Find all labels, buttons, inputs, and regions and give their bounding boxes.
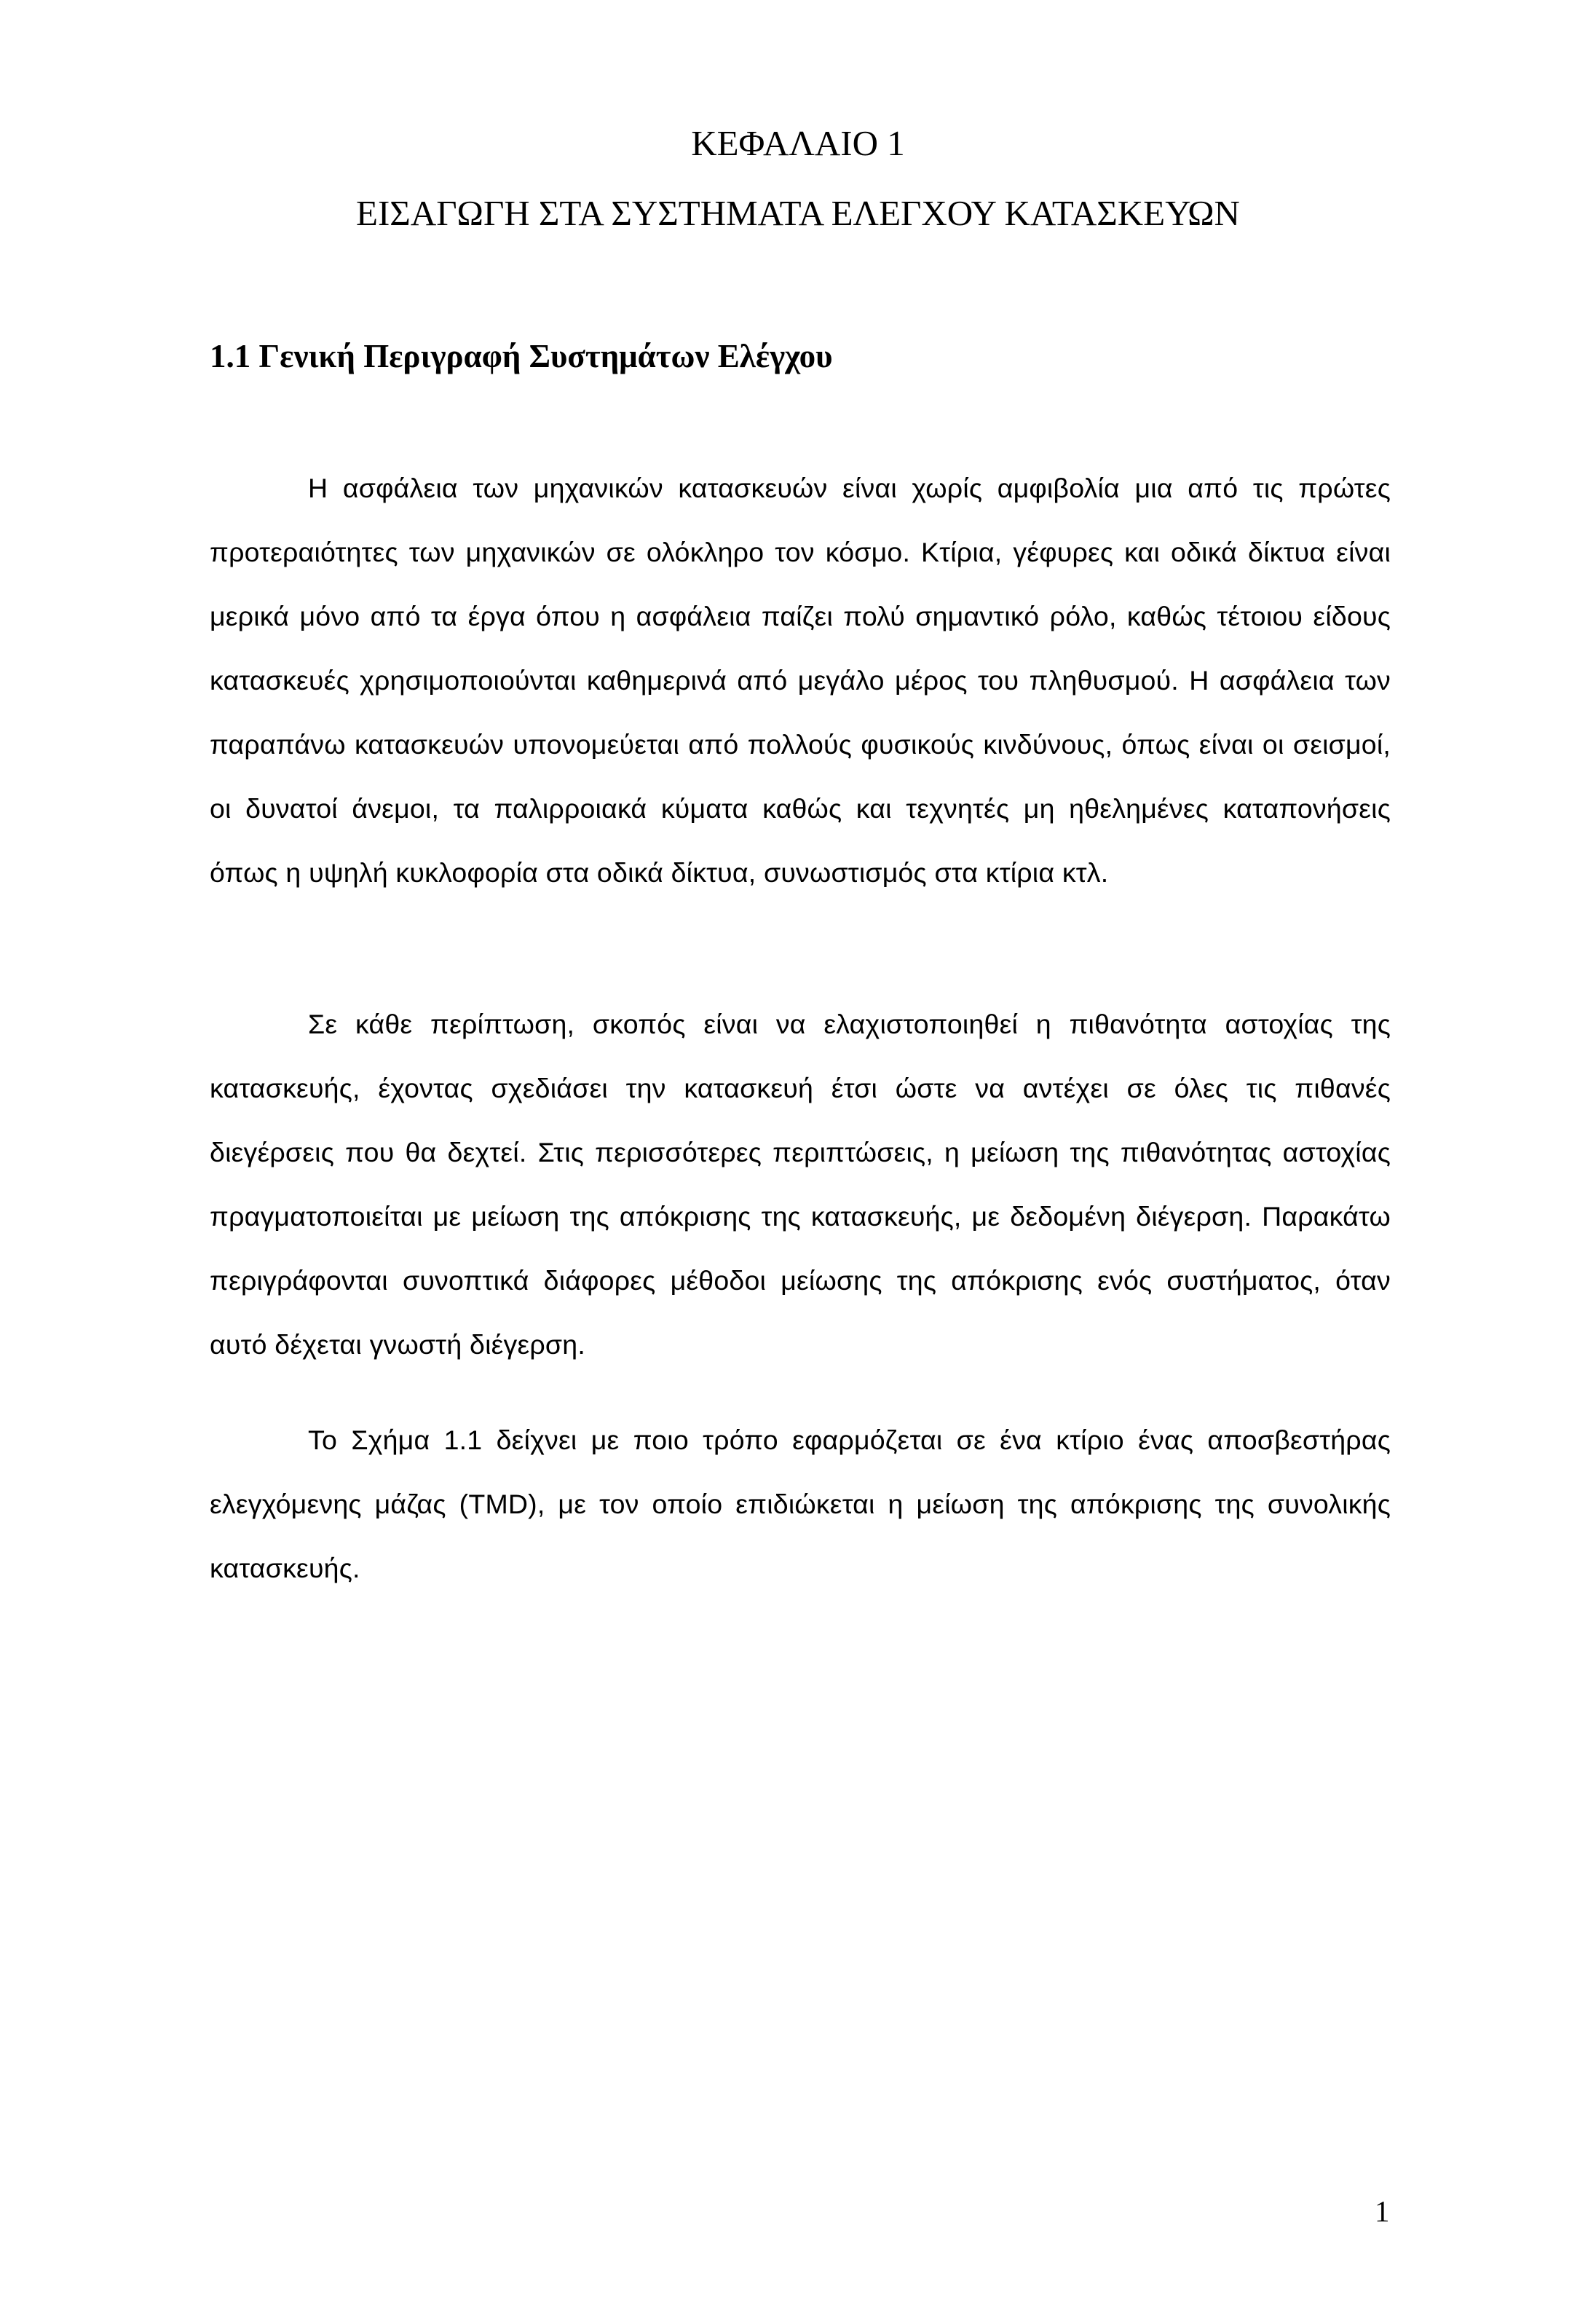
paragraph-2: Σε κάθε περίπτωση, σκοπός είναι να ελαχιστοποιηθεί η πιθανότητα αστοχίας της κατασκευής, έχοντας σχεδιάσει την κατασκευή έτσι ώστε να αντέχει σε όλες τις πιθανές διεγέρσεις που θα δεχτεί. Στις περισσότερες περιπτώσεις, η μείωση της πιθανότητας αστοχίας πραγματοποιείται με μείωση της απόκρισης της κατασκευής, με δεδομένη διέγερση. Παρακάτω περιγράφονται συνοπτικά διάφορες μέθοδοι μείωσης της απόκρισης ενός συστήματος, όταν αυτό δέχεται γνωστή διέγερση. (210, 1009, 1391, 1360)
section-heading: 1.1 Γενική Περιγραφή Συστημάτων Ελέγχου (210, 338, 833, 374)
paragraph-3: Το Σχήμα 1.1 δείχνει με ποιο τρόπο εφαρμόζεται σε ένα κτίριο ένας αποσβεστήρας ελεγχόμενης μάζας (TMD), με τον οποίο επιδιώκεται η μείωση της απόκρισης της συνολικής κατασκευής. (210, 1425, 1391, 1583)
chapter-title: ΕΙΣΑΓΩΓΗ ΣΤΑ ΣΥΣΤΗΜΑΤΑ ΕΛΕΓΧΟΥ ΚΑΤΑΣΚΕΥΩΝ (356, 193, 1240, 233)
chapter-number: ΚΕΦΑΛΑΙΟ 1 (691, 123, 905, 163)
paragraph-1: Η ασφάλεια των μηχανικών κατασκευών είναι χωρίς αμφιβολία μια από τις πρώτες προτεραιότητες των μηχανικών σε ολόκληρο τον κόσμο. Κτίρια, γέφυρες και οδικά δίκτυα είναι μερικά μόνο από τα έργα όπου η ασφάλεια παίζει πολύ σημαντικό ρόλο, καθώς τέτοιου είδους κατασκευές χρησιμοποιούνται καθημερινά από μεγάλο μέρος του πληθυσμού. Η ασφάλεια των παραπάνω κατασκευών υπονομεύεται από πολλούς φυσικούς κινδύνους, όπως είναι οι σεισμοί, οι δυνατοί άνεμοι, τα παλιρροιακά κύματα καθώς και τεχνητές μη ηθελημένες καταπονήσεις όπως η υψηλή κυκλοφορία στα οδικά δίκτυα, συνωστισμός στα κτίρια κτλ. (210, 473, 1391, 888)
page-number: 1 (1375, 2194, 1390, 2228)
